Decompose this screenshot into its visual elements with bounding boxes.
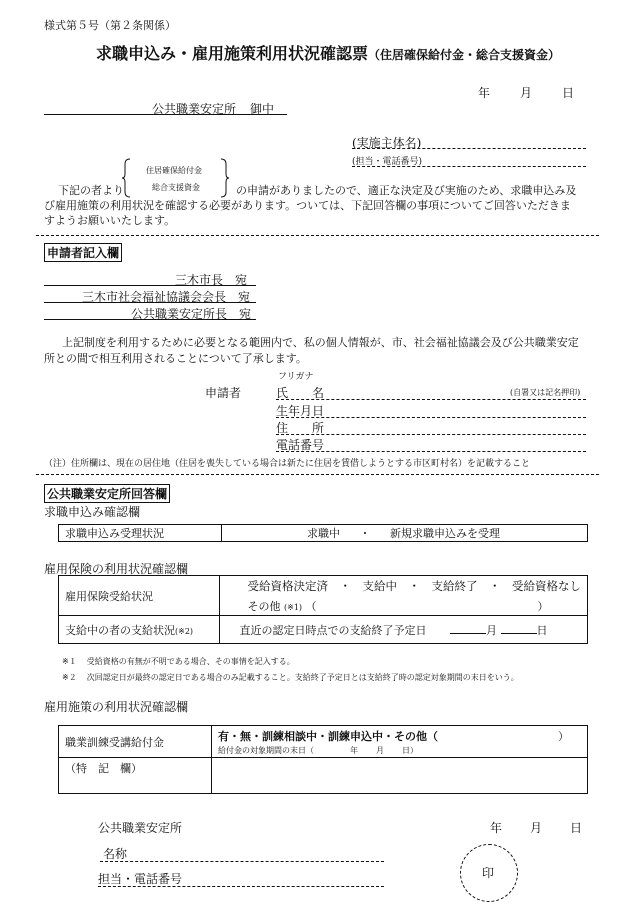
intro-line2: び雇用施策の利用状況を確認する必要があります。ついては、下記回答欄の事項についてご回答いただきま	[44, 199, 571, 212]
footer-month: 月	[530, 821, 543, 835]
remarks-field[interactable]	[212, 758, 588, 794]
insurance-table	[58, 575, 588, 644]
payment-month: 月	[486, 623, 497, 637]
job-status	[222, 525, 588, 542]
remarks-label: （特 記 欄）	[59, 758, 212, 794]
addressee	[152, 100, 274, 117]
payment-day-blank	[501, 622, 537, 634]
brace-item-1: 住居確保給付金	[146, 166, 202, 175]
intro-line1: の申請がありましたので、適正な決定及び実施のため、求職申込み及	[236, 184, 577, 197]
job-opt-seeking: 求職中	[307, 527, 340, 540]
footer-contact-line	[98, 886, 384, 887]
to-office-chief: 公共職業安定所長 宛	[131, 307, 252, 321]
page-title	[96, 41, 560, 64]
intro-prefix: 下記の者より	[58, 184, 124, 197]
footer-year: 年	[490, 821, 503, 835]
to-mayor: 三木市長 宛	[175, 273, 248, 287]
implementer-contact-line	[352, 166, 586, 167]
furigana-label: フリガナ	[278, 372, 314, 382]
phone-label: 電話番号	[276, 438, 325, 452]
footer-contact-label: 担当・電話番号	[98, 872, 183, 886]
training-options: 有・無・訓練相談中・訓練申込中・その他（	[218, 729, 438, 743]
footnote-1-mark: ※１	[62, 657, 77, 666]
footer-name-line	[100, 861, 384, 862]
footer-day: 日	[570, 821, 583, 835]
divider-1	[36, 235, 599, 236]
payment-label-text: 支給中の者の支給状況	[65, 623, 175, 637]
insurance-title: 雇用保険の利用状況確認欄	[44, 562, 189, 576]
insurance-other: その他	[247, 599, 281, 613]
address-line	[276, 434, 586, 435]
footer-name-label: 名称	[103, 847, 128, 861]
addressee-honorific: 御中	[250, 102, 275, 116]
left-brace-icon	[121, 158, 131, 198]
implementer-name-line	[352, 148, 586, 149]
implementer-contact-label: (担当・電話番号)	[352, 157, 423, 167]
phone-line	[276, 451, 586, 452]
header-date	[478, 84, 574, 101]
payment-day: 日	[536, 623, 548, 637]
to-council: 三木市社会福祉協議会会長 宛	[82, 290, 251, 304]
name-label: 氏 名	[276, 386, 325, 400]
insurance-options: 受給資格決定済 ・ 支給中 ・ 支給終了 ・ 受給資格なし	[247, 578, 581, 593]
birthdate-label: 生年月日	[276, 404, 325, 418]
training-status	[212, 726, 588, 758]
job-label: 求職申込み受理状況	[59, 525, 222, 542]
footnote-1-text: 受給資格の有無が不明である場合、その事情を記入する。	[86, 657, 295, 666]
training-day: 日）	[402, 745, 418, 755]
divider-2	[36, 474, 599, 475]
insurance-other-note: (※1)	[284, 602, 303, 612]
form-number: 様式第５号（第２条関係）	[44, 19, 176, 32]
policy-table	[58, 725, 588, 794]
implementer-name-label: (実施主体名)	[352, 136, 422, 150]
consent-line-2: 所との間で相互利用されることについて了承します。	[44, 352, 307, 365]
job-table	[58, 524, 588, 542]
applicant-section-heading: 申請者記入欄	[44, 243, 122, 262]
addressee-office: 公共職業安定所	[152, 102, 237, 116]
address-note: （注）住所欄は、現在の居住地（住居を喪失している場合は新たに住居を賃借しようとする市区町村名）を記載すること	[44, 459, 531, 469]
applicant-label: 申請者	[205, 386, 242, 400]
consent-line-1: 上記制度を利用するために必要となる範囲内で、私の個人情報が、市、社会福祉協議会及び公共職業安定	[62, 336, 579, 349]
date-year: 年	[478, 86, 491, 100]
address-label: 住 所	[276, 421, 325, 435]
birthdate-line	[276, 417, 586, 418]
training-year: 年	[350, 745, 358, 755]
seal-mark: 印	[482, 866, 495, 880]
office-section-heading: 公共職業安定所回答欄	[44, 484, 170, 503]
footnote-2-text: 次回認定日が最終の認定日である場合のみ記載すること。支給終了予定日とは支給終了時の認定対象期間の末日をいう。	[86, 673, 519, 682]
title-sub: （住居確保給付金・総合支援資金）	[368, 48, 561, 62]
payment-status	[219, 616, 588, 644]
payment-month-blank	[450, 622, 486, 634]
right-brace-icon	[220, 158, 230, 198]
payment-label-note: (※2)	[175, 626, 194, 636]
title-main: 求職申込み・雇用施策利用状況確認票	[96, 44, 369, 63]
seal-note: (自署又は記名押印)	[510, 388, 581, 397]
job-sep: ・	[359, 527, 371, 540]
training-label: 職業訓練受講給付金	[59, 726, 212, 758]
footer-date	[490, 819, 582, 836]
date-month: 月	[520, 86, 533, 100]
footnote-2-mark: ※２	[62, 673, 77, 682]
payment-text: 直近の認定日時点での支給終了予定日	[239, 623, 427, 637]
insurance-paren-open: （	[305, 599, 317, 613]
name-line	[276, 399, 586, 400]
training-close: ）	[558, 729, 569, 743]
footnote-1	[62, 656, 295, 667]
footer-office: 公共職業安定所	[98, 821, 183, 835]
training-month: 月	[376, 745, 384, 755]
payment-label	[59, 616, 220, 644]
brace-item-2: 総合支援資金	[152, 183, 200, 192]
insurance-status	[219, 576, 588, 616]
intro-line3: すようお願いいたします。	[44, 214, 176, 227]
job-confirm-title: 求職申込み確認欄	[44, 505, 141, 519]
date-day: 日	[562, 86, 575, 100]
training-period: 給付金の対象期間の末日（	[218, 745, 314, 755]
footnote-2	[62, 672, 519, 683]
insurance-paren-close: ）	[537, 599, 549, 613]
policy-title: 雇用施策の利用状況確認欄	[44, 700, 189, 714]
job-opt-new: 新規求職申込みを受理	[390, 527, 500, 540]
insurance-label: 雇用保険受給状況	[59, 576, 220, 616]
